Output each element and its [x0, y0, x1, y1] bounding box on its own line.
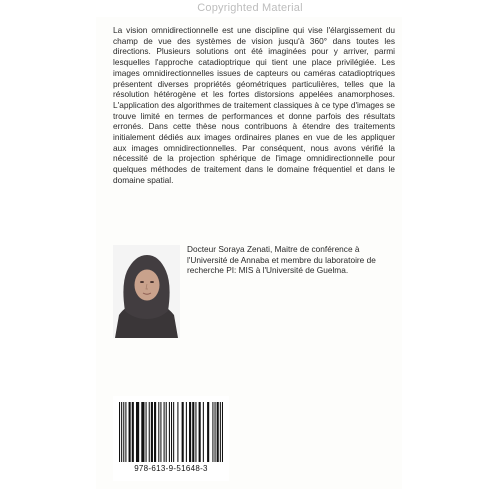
barcode-bar — [136, 402, 139, 462]
barcode-bar — [169, 402, 170, 462]
isbn-number: 978-613-9-51648-3 — [134, 464, 208, 473]
barcode-bar — [141, 402, 144, 462]
barcode-bar — [207, 402, 209, 462]
barcode-bar — [182, 402, 184, 462]
barcode-bar — [166, 402, 167, 462]
barcode-bar — [121, 402, 122, 462]
barcode-bar — [195, 402, 196, 462]
barcode-bar — [212, 402, 213, 462]
barcode-bar — [129, 402, 131, 462]
barcode-image — [119, 402, 223, 462]
barcode-bar — [149, 402, 150, 462]
book-description: La vision omnidirectionnelle est une discipline qui vise l'élargissement du champ de vue des systèmes de vision jusqu'à 360° dans toutes les directions. Plusieurs solutions ont été imaginées pour y arriver, parmi lesquelles l'approche catadioptrique qui tient une place privilégiée. Les images omnidirectionnelles issues de capteurs ou caméras catadioptriques présentent diverses propriétés géométriques particulières, telles que la résolution hétérogène et les fortes distorsions appelées anamorphoses. L'application des algorithmes de traitement classiques à ce type d'images se trouve limité en termes de performances et donne parfois des résultats erronés. Dans cette thèse nous contribuons à étendre des traitements initialement dédiés aux images ordinaires planes en vue de les appliquer aux images omnidirectionnelles. Par conséquent, nous avons vérifié la nécessité de la projection sphérique de l'image omnidirectionnelle pour quelques méthodes de traitement dans le domaine fréquentiel et dans le domaine spatial. — [113, 25, 395, 185]
barcode-bar — [154, 402, 156, 462]
barcode-bar — [132, 402, 134, 462]
barcode-bar — [171, 402, 172, 462]
author-biography: Docteur Soraya Zenati, Maitre de conférence à l'Université de Annaba et membre du laboratoire de recherche PI: MIS à l'Université de Guelma. — [187, 244, 376, 276]
barcode-bar — [123, 402, 124, 462]
barcode-bar — [158, 402, 159, 462]
barcode-bar — [146, 402, 147, 462]
barcode-bar — [203, 402, 204, 462]
copyright-watermark: Copyrighted Material — [197, 2, 303, 14]
barcode-bar — [160, 402, 161, 462]
barcode-bar — [189, 402, 191, 462]
barcode-bar — [125, 402, 126, 462]
barcode-bar — [173, 402, 174, 462]
author-portrait-image — [113, 245, 180, 338]
barcode-bar — [215, 402, 216, 462]
barcode-bar — [119, 402, 120, 462]
barcode-bar — [222, 402, 223, 462]
barcode-bar — [220, 402, 221, 462]
barcode-bar — [186, 402, 187, 462]
barcode-bar — [217, 402, 219, 462]
barcode-bar — [164, 402, 165, 462]
barcode-bar — [177, 402, 178, 462]
isbn-barcode-block — [113, 396, 229, 481]
author-photo — [113, 245, 180, 338]
barcode-bar — [199, 402, 201, 462]
barcode-bar — [192, 402, 194, 462]
barcode-bar — [151, 402, 153, 462]
